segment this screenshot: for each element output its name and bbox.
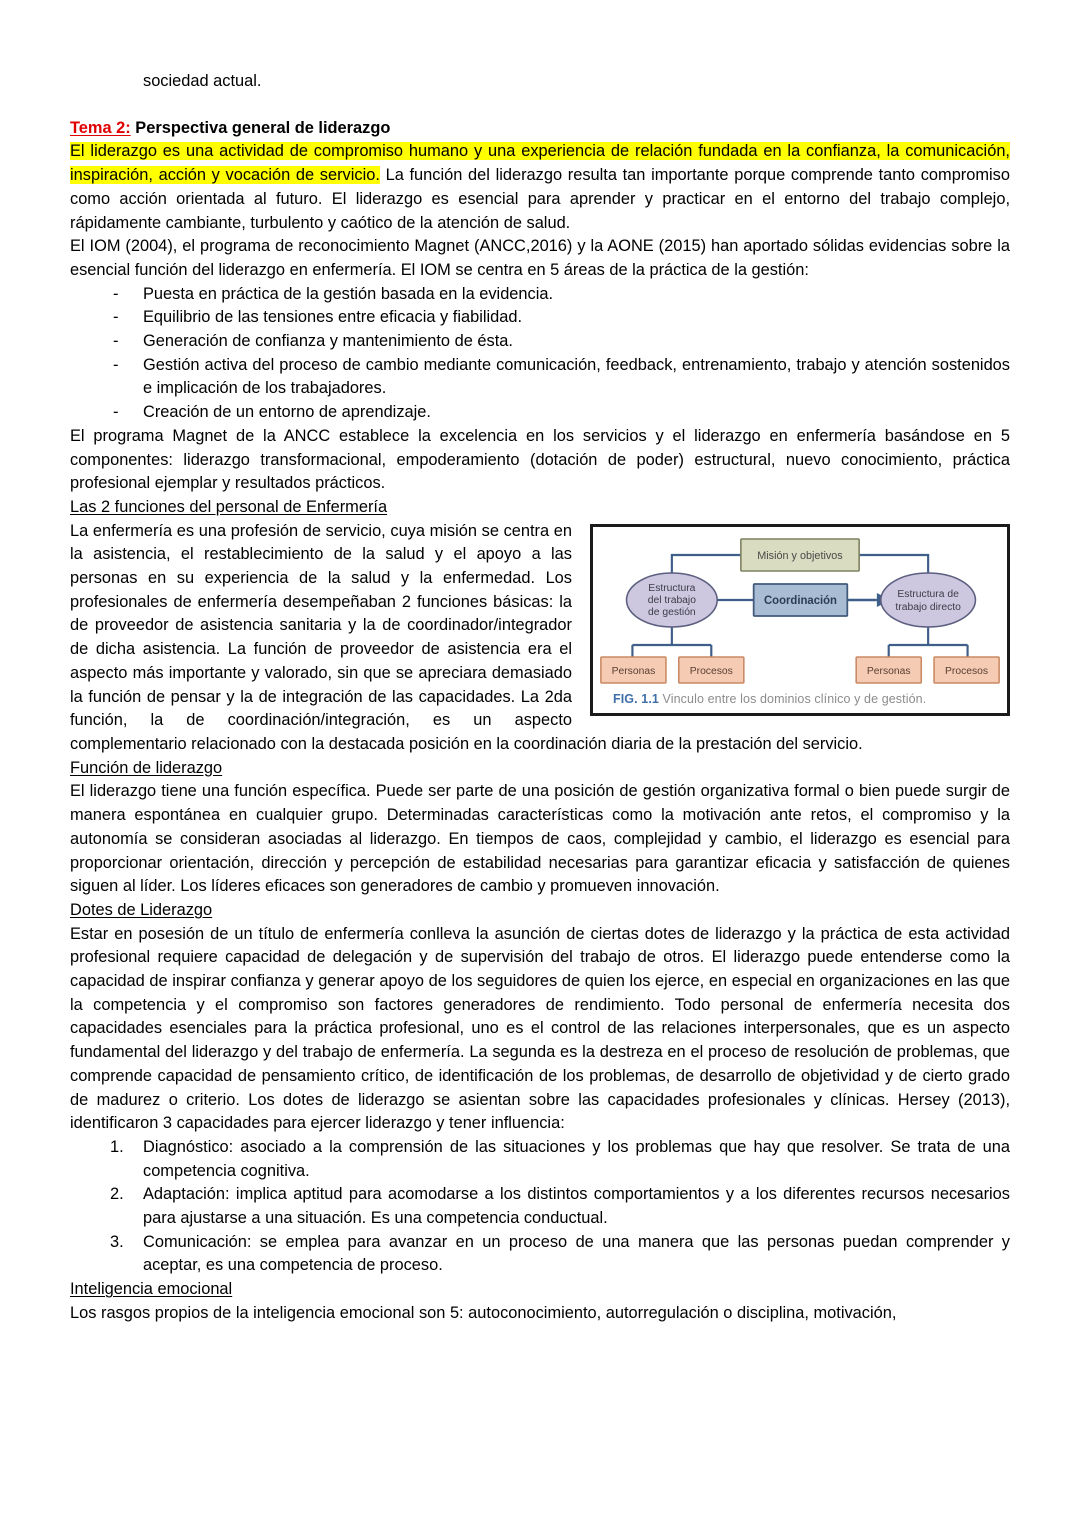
document-body xyxy=(70,70,1010,1326)
figure-caption xyxy=(593,689,1007,713)
left-processes-label: Procesos xyxy=(689,665,733,677)
funciones-section-with-figure xyxy=(70,520,1010,757)
list-item: - Creación de un entorno de aprendizaje. xyxy=(70,401,1010,425)
section-heading-text: Inteligencia emocional xyxy=(70,1280,233,1299)
funciones-paragraph: La enfermería es una profesión de servicio, cuya misión se centra en la asistencia, el restablecimiento de la salud y el apoyo a las personas en su experiencia de la salud y la enfermedad. Los profesionales de enfermería desempeñaban 2 funciones básicas: la de proveedor de asistencia sanitaria y la de coordinador/integrador de dicha asistencia. La función de proveedor de asistencia era el aspecto más importante y valorado, sin que se apreciara demasiado la función de pensar y la de integración de las capacidades. La 2da función, la de coordinación/integración, es un aspecto complementario relacionado con la destacada posición en la coordinación diaria de la prestación del servicio. xyxy=(70,521,863,753)
heading-tema-2 xyxy=(70,117,1010,141)
left-ellipse-line3: de gestión xyxy=(648,606,696,618)
diagram-svg xyxy=(593,527,1007,689)
left-ellipse-line1: Estructura xyxy=(648,582,696,594)
iom-bullet-list xyxy=(70,283,1010,425)
list-item: Adaptación: implica aptitud para acomodarse a los distintos comportamientos y a los diferentes recursos necesarios para ajustarse a una situación. Es una competencia conductual. xyxy=(143,1185,1010,1228)
section-heading-text: Función de liderazgo xyxy=(70,758,223,777)
section-heading-text: Las 2 funciones del personal de Enfermería xyxy=(70,497,388,516)
figure-caption-text: Vinculo entre los dominios clínico y de gestión. xyxy=(658,691,927,706)
list-item: Diagnóstico: asociado a la comprensión de las situaciones y los problemas que hay que resolver. Se trata de una competencia cognitiva. xyxy=(143,1137,1010,1180)
magnet-paragraph: El programa Magnet de la ANCC establece la excelencia en los servicios y el liderazgo en enfermería basándose en 5 componentes: liderazgo transformacional, empoderamiento (dotación de poder) estructural, nuevo conocimiento, práctica profesional ejemplar y resultados prácticos. xyxy=(70,426,1010,493)
intro-paragraph xyxy=(70,140,1010,235)
mission-box-label: Misión y objetivos xyxy=(757,549,843,562)
figure-number: FIG. 1.1 xyxy=(613,691,659,706)
left-ellipse-line2: del trabajo xyxy=(647,594,696,606)
tema-title: Perspectiva general de liderazgo xyxy=(130,118,391,137)
list-item: - Generación de confianza y mantenimiento de ésta. xyxy=(70,330,1010,354)
hersey-capacities-list xyxy=(70,1136,1010,1278)
right-ellipse-line1: Estructura de xyxy=(897,588,959,600)
list-item: - Gestión activa del proceso de cambio mediante comunicación, feedback, entrenamiento, trabajo y atención sostenidos e implicación de los trabajadores. xyxy=(70,354,1010,401)
section-heading-inteligencia-emocional xyxy=(70,1278,1010,1302)
inteligencia-emocional-paragraph: Los rasgos propios de la inteligencia emocional son 5: autoconocimiento, autorregulación o disciplina, motivación, xyxy=(70,1303,897,1322)
highlighted-text: El liderazgo es una actividad de compromiso humano y una experiencia de relación fundada en la confianza, la comunicación, inspiración, acción y vocación de servicio. xyxy=(70,142,1010,185)
paragraph-spacer xyxy=(70,94,1010,117)
left-people-label: Personas xyxy=(611,665,656,677)
right-processes-label: Procesos xyxy=(945,665,989,677)
iom-paragraph: El IOM (2004), el programa de reconocimiento Magnet (ANCC,2016) y la AONE (2015) han aportado sólidas evidencias sobre la esencial función del liderazgo en enfermería. El IOM se centra en 5 áreas de la práctica de la gestión: xyxy=(70,237,1010,279)
figure-diagram xyxy=(593,527,1007,689)
intro-rest-text: La función del liderazgo resulta tan importante porque comprende tanto compromiso como acción orientada al futuro. El liderazgo es esencial para aprender y practicar en el entorno del trabajo complejo, rápidamente cambiante, turbulento y caótico de la atención de salud. xyxy=(70,166,1010,232)
coordination-box-label: Coordinación xyxy=(764,594,837,607)
list-item: - Puesta en práctica de la gestión basada en la evidencia. xyxy=(70,283,1010,307)
tema-label: Tema 2: xyxy=(70,118,131,137)
continued-paragraph-line: sociedad actual. xyxy=(143,72,262,90)
section-heading-funcion-liderazgo xyxy=(70,757,1010,781)
right-people-label: Personas xyxy=(866,665,911,677)
right-ellipse-line2: trabajo directo xyxy=(895,601,961,613)
section-heading-text: Dotes de Liderazgo xyxy=(70,900,213,919)
dotes-liderazgo-paragraph: Estar en posesión de un título de enfermería conlleva la asunción de ciertas dotes de liderazgo y la práctica de esta actividad profesional requiere capacidad de delegación y de supervisión del trabajo de otros. El liderazgo puede entenderse como la capacidad de inspirar confianza y generar apoyo de los seguidores de quien los ejerce, en especial en organizaciones en las que la competencia y el compromiso son factores generadores de rendimiento. Todo personal de enfermería necesita dos capacidades esenciales para la práctica profesional, uno es el control de las relaciones interpersonales, que es un aspecto fundamental del liderazgo y del trabajo de enfermería. La segunda es la destreza en el proceso de resolución de problemas, que comprende capacidad de pensamiento crítico, de identificación de los problemas, de desarrollo de objetividad y de cierto grado de madurez o criterio. Los dotes de liderazgo se asientan sobre las capacidades profesionales y clínicas. Hersey (2013), identificaron 3 capacidades para ejercer liderazgo y tener influencia: xyxy=(70,924,1010,1133)
list-item: Comunicación: se emplea para avanzar en un proceso de una manera que las personas puedan comprender y aceptar, es una competencia de proceso. xyxy=(143,1232,1010,1275)
figure-1-1 xyxy=(590,524,1010,716)
section-heading-dotes-liderazgo xyxy=(70,899,1010,923)
section-heading-funciones xyxy=(70,496,1010,520)
funcion-liderazgo-paragraph: El liderazgo tiene una función específica. Puede ser parte de una posición de gestión organizativa formal o bien puede surgir de manera espontánea en cualquier grupo. Determinadas características como la motivación ante retos, el compromiso y la autonomía se consideran asociadas al liderazgo. En tiempos de caos, complejidad y cambio, el liderazgo es esencial para proporcionar orientación, dirección y percepción de estabilidad necesarias para garantizar eficacia y satisfacción de quienes siguen al líder. Los líderes eficaces son generadores de cambio y promueven innovación. xyxy=(70,782,1010,896)
list-item: - Equilibrio de las tensiones entre eficacia y fiabilidad. xyxy=(70,306,1010,330)
